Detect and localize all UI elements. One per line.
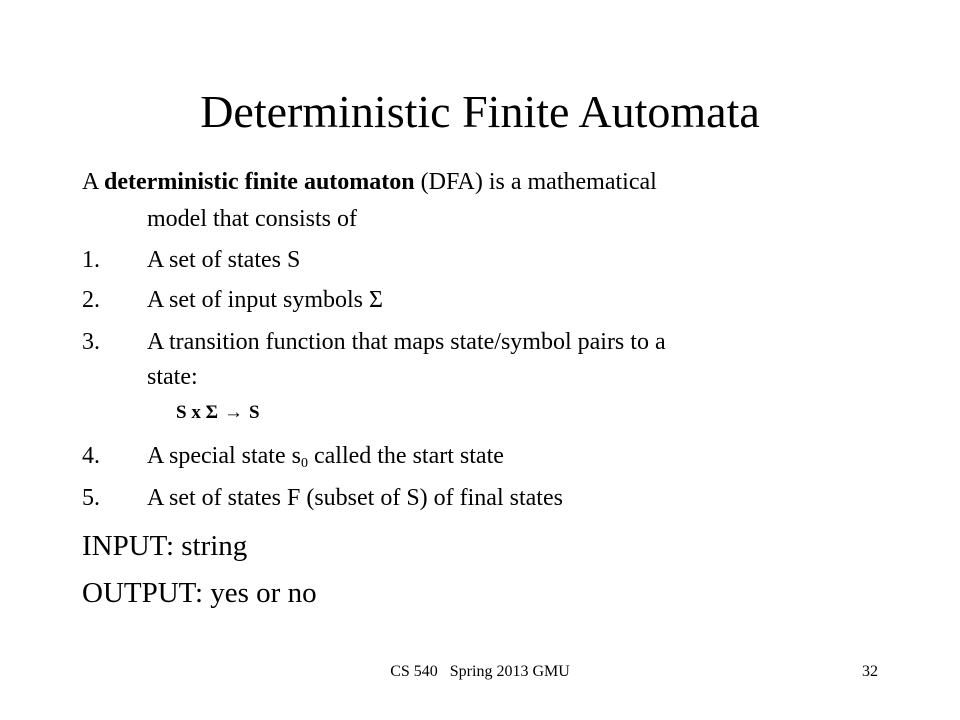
item-text: A set of states F (subset of S) of final states [147,485,563,511]
intro-suffix: (DFA) is a mathematical [414,169,657,195]
formula-left: S x Σ [176,402,218,423]
item-text [147,440,504,472]
intro-prefix: A [82,169,105,195]
intro-bold-term: deterministic finite automaton [104,169,415,195]
item-number: 2. [82,287,100,313]
item-number: 3. [82,329,100,355]
page-number: 32 [862,663,878,680]
item-text-line-2: state: [147,364,198,390]
item-number: 5. [82,485,100,511]
slide-title: Deterministic Finite Automata [200,86,760,137]
item-number: 4. [82,443,100,469]
item-text: A set of states S [147,247,301,273]
item-text-prefix: A special state s [147,443,301,469]
intro-line-2: model that consists of [147,206,357,232]
right-arrow-icon: → [224,402,243,423]
item-subscript: 0 [300,456,308,471]
item-text-suffix: called the start state [307,443,504,469]
item-number: 1. [82,247,100,273]
output-line: OUTPUT: yes or no [82,577,317,609]
item-text-line-1: A transition function that maps state/symbol pairs to a [147,329,666,355]
transition-formula [176,400,260,426]
intro-line-1 [82,166,657,198]
item-text: A set of input symbols Σ [147,287,383,313]
input-line: INPUT: string [82,530,248,562]
formula-right: S [249,402,260,423]
footer-course: CS 540 Spring 2013 GMU [390,663,570,680]
